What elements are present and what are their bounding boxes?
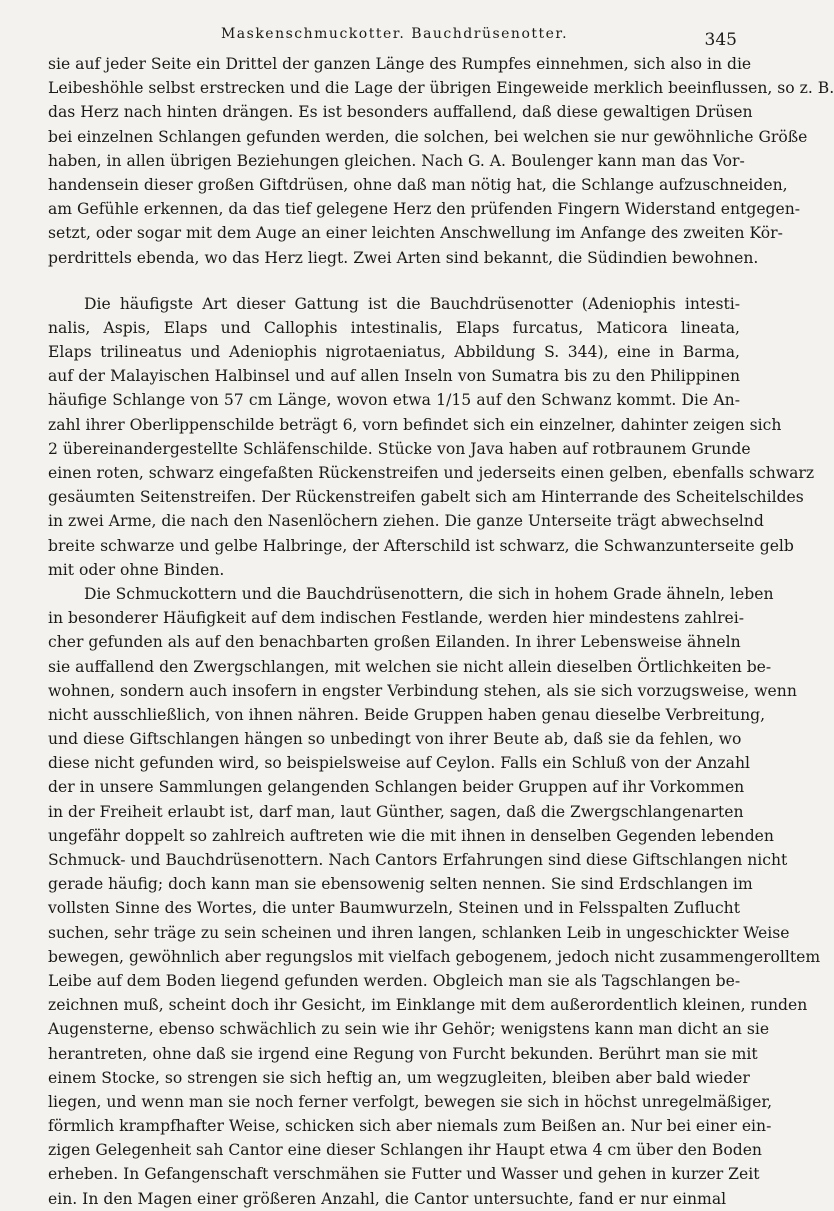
text-line: in besonderer Häufigkeit auf dem indischen Festlande, werden hier mindestens zahlrei- xyxy=(48,609,745,628)
text-line: setzt, oder sogar mit dem Auge an einer leichten Anschwellung im Anfange des zweiten Kör- xyxy=(48,224,783,243)
text-line: liegen, und wenn man sie noch ferner verfolgt, bewegen sie sich in höchst unregelmäßiger, xyxy=(48,1092,773,1111)
text-line: Die Schmuckottern und die Bauchdrüsenottern, die sich in hohem Grade ähneln, leben xyxy=(84,584,774,603)
text-line: sie auf jeder Seite ein Drittel der ganzen Länge des Rumpfes einnehmen, sich also in die xyxy=(48,55,752,73)
text-line: zeichnen muß, scheint doch ihr Gesicht, im Einklange mit dem außerordentlich kleinen, runden xyxy=(48,996,808,1015)
text-line: nicht ausschließlich, von ihnen nähren. Beide Gruppen haben genau dieselbe Verbreitung, xyxy=(48,705,766,724)
text-line: haben, in allen übrigen Beziehungen gleichen. Nach G. A. Boulenger kann man das Vor- xyxy=(48,151,745,170)
text-line: häufige Schlange von 57 cm Länge, wovon etwa 1/15 auf den Schwanz kommt. Die An- xyxy=(48,391,740,410)
text-line: auf der Malayischen Halbinsel und auf allen Inseln von Sumatra bis zu den Philippinen xyxy=(48,367,740,386)
text-line: zahl ihrer Oberlippenschilde beträgt 6, vorn befindet sich ein einzelner, dahinter zeigen sich xyxy=(48,415,782,434)
text-line: nalis, Aspis, Elaps und Callophis intestinalis, Elaps furcatus, Maticora lineata, xyxy=(48,318,740,337)
text-line: diese nicht gefunden wird, so beispielsweise auf Ceylon. Falls ein Schluß von der Anzahl xyxy=(48,754,750,773)
page-number: 345 xyxy=(704,30,737,50)
text-line: herantreten, ohne daß sie irgend eine Regung von Furcht bekunden. Berührt man sie mit xyxy=(48,1044,758,1063)
paragraph xyxy=(48,292,815,582)
text-line: bewegen, gewöhnlich aber regungslos mit vielfach gebogenem, jedoch nicht zusammengerolltem xyxy=(48,947,821,966)
text-line: handensein dieser großen Giftdrüsen, ohne daß man nötig hat, die Schlange aufzuschneiden, xyxy=(48,175,788,194)
text-line: wohnen, sondern auch insofern in engster Verbindung stehen, als sie sich vorzugsweise, wenn xyxy=(48,681,797,700)
page-header xyxy=(48,18,741,48)
text-line: cher gefunden als auf den benachbarten großen Eilanden. In ihrer Lebensweise ähneln xyxy=(48,633,741,652)
text-line: breite schwarze und gelbe Halbringe, der Afterschild ist schwarz, die Schwanzunterseite gelb xyxy=(48,536,794,555)
text-line: Leibeshöhle selbst erstrecken und die Lage der übrigen Eingeweide merklich beeinflussen, so z. B. xyxy=(48,79,834,98)
text-line: perdrittels ebenda, wo das Herz liegt. Zwei Arten sind bekannt, die Südindien bewohnen. xyxy=(48,248,759,267)
paragraph-gap xyxy=(48,270,740,292)
body-text xyxy=(48,52,834,1211)
text-line: ungefähr doppelt so zahlreich auftreten wie die mit ihnen in denselben Gegenden lebenden xyxy=(48,826,774,845)
text-line: gesäumten Seitenstreifen. Der Rückenstreifen gabelt sich am Hinterrande des Scheitelschildes xyxy=(48,488,804,507)
text-line: vollsten Sinne des Wortes, die unter Baumwurzeln, Steinen und in Felsspalten Zuflucht xyxy=(48,899,740,918)
text-line: bei einzelnen Schlangen gefunden werden, die solchen, bei welchen sie nur gewöhnliche Größe xyxy=(48,127,808,146)
text-line: zigen Gelegenheit sah Cantor eine dieser Schlangen ihr Haupt etwa 4 cm über den Boden xyxy=(48,1141,762,1160)
text-line: förmlich krampfhafter Weise, schicken sich aber niemals zum Beißen an. Nur bei einer ein- xyxy=(48,1117,772,1136)
text-line: gerade häufig; doch kann man sie ebensowenig selten nennen. Sie sind Erdschlangen im xyxy=(48,875,753,894)
text-line: Die häufigste Art dieser Gattung ist die Bauchdrüsenotter (Adeniophis intesti- xyxy=(84,294,740,313)
text-line: und diese Giftschlangen hängen so unbedingt von ihrer Beute ab, daß sie da fehlen, wo xyxy=(48,730,742,749)
text-line: Augensterne, ebenso schwächlich zu sein wie ihr Gehör; wenigstens kann man dicht an sie xyxy=(48,1020,770,1039)
text-line: am Gefühle erkennen, da das tief gelegene Herz den prüfenden Fingern Widerstand entgegen- xyxy=(48,200,801,219)
text-line: 2 übereinandergestellte Schläfenschilde. Stücke von Java haben auf rotbraunem Grunde xyxy=(48,439,751,458)
text-line: der in unsere Sammlungen gelangenden Schlangen beider Gruppen auf ihr Vorkommen xyxy=(48,778,745,797)
text-line: mit oder ohne Binden. xyxy=(48,560,225,579)
text-line: Leibe auf dem Boden liegend gefunden werden. Obgleich man sie als Tagschlangen be- xyxy=(48,971,741,990)
text-line: Elaps trilineatus und Adeniophis nigrotaeniatus, Abbildung S. 344), eine in Barma, xyxy=(48,343,740,362)
text-line: Schmuck- und Bauchdrüsenottern. Nach Cantors Erfahrungen sind diese Giftschlangen nicht xyxy=(48,851,788,869)
text-line: in zwei Arme, die nach den Nasenlöchern ziehen. Die ganze Unterseite trägt abwechselnd xyxy=(48,512,764,531)
text-line: einem Stocke, so strengen sie sich heftig an, um wegzugleiten, bleiben aber bald wieder xyxy=(48,1068,750,1087)
text-line: ein. In den Magen einer größeren Anzahl, die Cantor untersuchte, fand er nur einmal xyxy=(48,1189,727,1208)
paragraph xyxy=(48,582,821,1211)
running-head: Maskenschmuckotter. Bauchdrüsenotter. xyxy=(220,26,569,42)
text-line: sie auffallend den Zwergschlangen, mit welchen sie nicht allein dieselben Örtlichkeiten be- xyxy=(48,657,772,676)
text-line: erheben. In Gefangenschaft verschmähen sie Futter und Wasser und gehen in kurzer Zeit xyxy=(48,1165,760,1184)
text-line: einen roten, schwarz eingefaßten Rückenstreifen und jederseits einen gelben, ebenfalls schwarz xyxy=(48,464,815,482)
paragraph xyxy=(48,52,834,270)
text-line: suchen, sehr träge zu sein scheinen und ihren langen, schlanken Leib in ungeschickter Weise xyxy=(48,923,790,942)
text-line: in der Freiheit erlaubt ist, darf man, laut Günther, sagen, daß die Zwergschlangenarten xyxy=(48,802,744,821)
text-line: das Herz nach hinten drängen. Es ist besonders auffallend, daß diese gewaltigen Drüsen xyxy=(48,103,753,122)
